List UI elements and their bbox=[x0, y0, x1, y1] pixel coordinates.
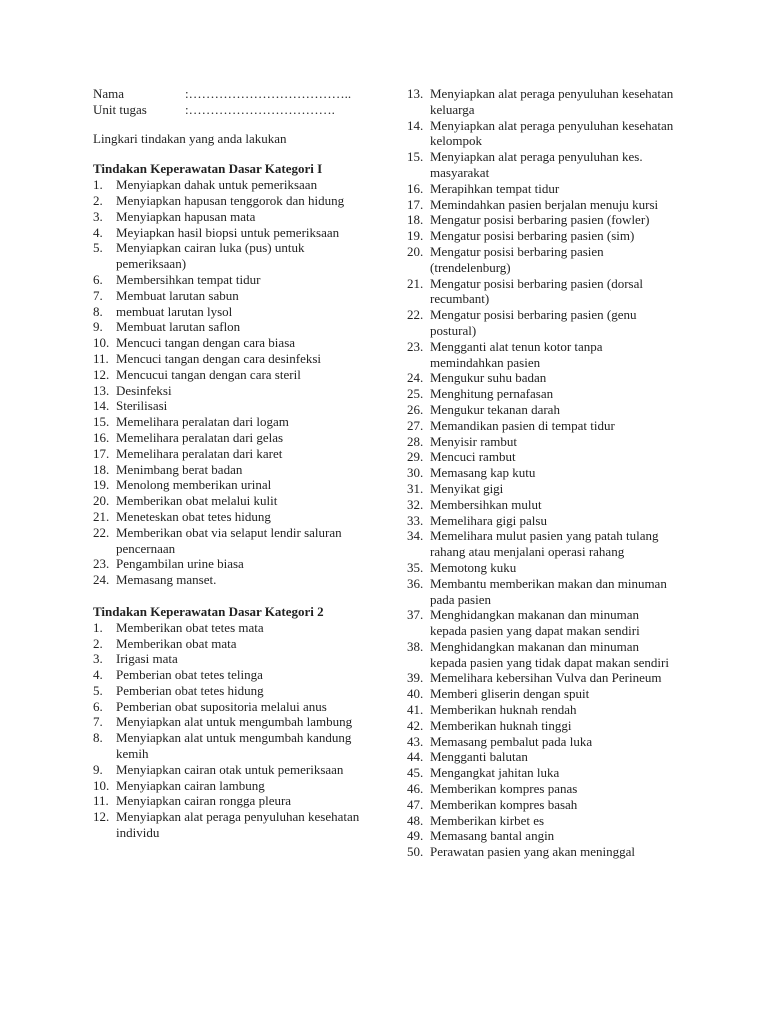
list-item bbox=[407, 449, 677, 465]
list-item bbox=[93, 304, 368, 320]
item-text: Memasang bantal angin bbox=[430, 828, 555, 844]
list-item bbox=[93, 493, 368, 509]
list-item bbox=[407, 181, 677, 197]
item-text: Mengatur posisi berbaring pasien (genu postural) bbox=[430, 307, 637, 338]
item-text: Membantu memberikan makan dan minuman pada pasien bbox=[430, 575, 667, 607]
item-number: 34. bbox=[407, 528, 424, 544]
item-text: Memasang manset. bbox=[116, 572, 217, 588]
list-item bbox=[407, 244, 677, 276]
item-number: 12. bbox=[93, 366, 110, 382]
item-number: 30. bbox=[407, 465, 424, 481]
item-number: 11. bbox=[93, 793, 109, 809]
item-number: 39. bbox=[407, 670, 424, 686]
item-number: 20. bbox=[93, 493, 110, 509]
item-number: 9. bbox=[93, 761, 103, 777]
item-text: Menyiapkan alat untuk mengumbah lambung bbox=[116, 714, 353, 730]
item-text: Menyiapkan alat peraga penyuluhan kes. masyarakat bbox=[430, 149, 643, 180]
list-item bbox=[93, 462, 368, 478]
item-text: Mengatur posisi berbaring pasien (dorsal recumbant) bbox=[430, 275, 644, 307]
left-column bbox=[93, 86, 368, 841]
item-number: 21. bbox=[93, 508, 110, 524]
item-text: Membuat larutan saflon bbox=[116, 319, 241, 335]
item-number: 24. bbox=[407, 370, 424, 386]
item-text: Memberikan obat mata bbox=[116, 635, 237, 651]
item-text: Memelihara kebersihan Vulva dan Perineum bbox=[430, 670, 662, 686]
item-text: Memberikan obat tetes mata bbox=[116, 619, 264, 635]
item-text: Pemberian obat supositoria melalui anus bbox=[116, 698, 327, 714]
list-item bbox=[407, 276, 677, 308]
item-number: 17. bbox=[407, 196, 424, 212]
list-item bbox=[407, 513, 677, 529]
item-text: Memberikan huknah tinggi bbox=[430, 717, 572, 733]
item-number: 31. bbox=[407, 480, 424, 496]
item-text: Meyiapkan hasil biopsi untuk pemeriksaan bbox=[116, 224, 340, 240]
list-item bbox=[93, 572, 368, 588]
item-text: Memberikan kirbet es bbox=[430, 812, 545, 828]
item-text: Mengganti alat tenun kotor tanpa memindahkan pasien bbox=[430, 338, 603, 370]
list-item bbox=[407, 528, 677, 560]
list-item bbox=[407, 402, 677, 418]
item-text: Mengangkat jahitan luka bbox=[430, 765, 560, 781]
list-item bbox=[93, 809, 368, 841]
list-item bbox=[407, 497, 677, 513]
item-number: 7. bbox=[93, 287, 103, 303]
item-number: 14. bbox=[407, 117, 424, 133]
list-item bbox=[407, 86, 677, 118]
item-number: 40. bbox=[407, 686, 424, 702]
item-text: Menolong memberikan urinal bbox=[116, 477, 272, 493]
item-number: 29. bbox=[407, 449, 424, 465]
item-number: 3. bbox=[93, 651, 103, 667]
item-text: Memandikan pasien di tempat tidur bbox=[430, 417, 615, 433]
item-number: 32. bbox=[407, 496, 424, 512]
item-number: 1. bbox=[93, 619, 103, 635]
item-number: 7. bbox=[93, 714, 103, 730]
item-text: Mengatur posisi berbaring pasien (sim) bbox=[430, 228, 635, 244]
item-text: Menyikat gigi bbox=[430, 480, 504, 496]
item-text: Mencuci rambut bbox=[430, 449, 516, 465]
item-text: Menyiapkan dahak untuk pemeriksaan bbox=[116, 177, 318, 193]
category-2-list bbox=[93, 620, 368, 841]
list-item bbox=[93, 367, 368, 383]
right-column bbox=[407, 86, 677, 860]
list-item bbox=[93, 762, 368, 778]
list-item bbox=[407, 639, 677, 671]
list-item bbox=[407, 749, 677, 765]
list-item bbox=[407, 813, 677, 829]
item-text: Menyiapkan alat peraga penyuluhan kesehatan individu bbox=[116, 809, 360, 841]
item-number: 36. bbox=[407, 575, 424, 591]
item-text: Menyiapkan alat peraga penyuluhan kesehatan keluarga bbox=[430, 86, 674, 117]
item-number: 14. bbox=[93, 398, 110, 414]
list-item bbox=[93, 477, 368, 493]
item-text: Memelihara peralatan dari gelas bbox=[116, 429, 284, 445]
list-item bbox=[93, 193, 368, 209]
item-text: Memelihara peralatan dari karet bbox=[116, 445, 283, 461]
list-item bbox=[407, 339, 677, 371]
list-item bbox=[93, 177, 368, 193]
item-number: 2. bbox=[93, 635, 103, 651]
item-text: Menyiapkan hapusan tenggorok dan hidung bbox=[116, 192, 345, 208]
list-item bbox=[93, 209, 368, 225]
list-item bbox=[93, 446, 368, 462]
item-text: Perawatan pasien yang akan meninggal bbox=[430, 844, 636, 860]
item-text: Membersihkan tempat tidur bbox=[116, 271, 261, 287]
item-number: 6. bbox=[93, 698, 103, 714]
item-number: 38. bbox=[407, 638, 424, 654]
item-text: Memberi gliserin dengan spuit bbox=[430, 686, 590, 702]
list-item bbox=[407, 781, 677, 797]
list-item bbox=[407, 670, 677, 686]
list-item bbox=[407, 118, 677, 150]
category-1-list bbox=[93, 177, 368, 588]
list-item bbox=[93, 319, 368, 335]
item-text: membuat larutan lysol bbox=[116, 303, 233, 319]
item-number: 20. bbox=[407, 243, 424, 259]
list-item bbox=[407, 386, 677, 402]
item-text: Meneteskan obat tetes hidung bbox=[116, 508, 271, 524]
item-text: Menyiapkan cairan otak untuk pemeriksaan bbox=[116, 761, 344, 777]
item-number: 19. bbox=[93, 477, 110, 493]
item-number: 5. bbox=[93, 682, 103, 698]
item-text: Mencuci tangan dengan cara desinfeksi bbox=[116, 350, 322, 366]
item-text: Menghidangkan makanan dan minuman kepada pasien yang dapat makan sendiri bbox=[430, 607, 640, 639]
list-item bbox=[93, 272, 368, 288]
item-number: 45. bbox=[407, 765, 424, 781]
name-label: Nama bbox=[93, 86, 125, 101]
list-item bbox=[407, 481, 677, 497]
item-text: Mengukur tekanan darah bbox=[430, 401, 560, 417]
list-item bbox=[407, 465, 677, 481]
list-item bbox=[93, 667, 368, 683]
item-text: Memelihara gigi palsu bbox=[430, 512, 547, 528]
item-text: Menghitung pernafasan bbox=[430, 386, 554, 402]
list-item bbox=[93, 335, 368, 351]
category-2-list-continued bbox=[407, 86, 677, 860]
list-item bbox=[93, 430, 368, 446]
list-item bbox=[407, 212, 677, 228]
instruction-text: Lingkari tindakan yang anda lakukan bbox=[93, 130, 287, 146]
list-item bbox=[93, 556, 368, 572]
list-item bbox=[407, 434, 677, 450]
item-text: Pemberian obat tetes telinga bbox=[116, 667, 263, 683]
unit-blank: :……………………………. bbox=[185, 101, 335, 117]
item-text: Menyiapkan alat untuk mengumbah kandung kemih bbox=[116, 730, 352, 762]
list-item bbox=[407, 307, 677, 339]
category-1-heading: Tindakan Keperawatan Dasar Kategori I bbox=[93, 161, 323, 177]
item-text: Mengatur posisi berbaring pasien (trendelenburg) bbox=[430, 243, 604, 275]
item-text: Memberikan huknah rendah bbox=[430, 702, 577, 718]
list-item bbox=[407, 828, 677, 844]
item-number: 49. bbox=[407, 828, 424, 844]
item-text: Mengganti balutan bbox=[430, 749, 528, 765]
item-text: Menyiapkan hapusan mata bbox=[116, 208, 256, 224]
item-number: 21. bbox=[407, 275, 424, 291]
item-number: 43. bbox=[407, 733, 424, 749]
name-blank: :……………………………….. bbox=[185, 86, 352, 101]
item-number: 9. bbox=[93, 319, 103, 335]
list-item bbox=[407, 686, 677, 702]
list-item bbox=[93, 351, 368, 367]
item-number: 8. bbox=[93, 730, 103, 746]
item-text: Menyiapkan cairan luka (pus) untuk pemeriksaan) bbox=[116, 240, 305, 272]
item-text: Memberikan obat via selaput lendir saluran pencernaan bbox=[116, 524, 342, 556]
item-number: 37. bbox=[407, 607, 424, 623]
category-2-heading: Tindakan Keperawatan Dasar Kategori 2 bbox=[93, 603, 324, 619]
item-number: 27. bbox=[407, 417, 424, 433]
list-item bbox=[407, 560, 677, 576]
item-number: 22. bbox=[407, 307, 424, 323]
item-number: 13. bbox=[93, 382, 110, 398]
item-number: 23. bbox=[407, 338, 424, 354]
item-text: Memotong kuku bbox=[430, 559, 517, 575]
list-item bbox=[93, 240, 368, 272]
item-number: 26. bbox=[407, 401, 424, 417]
item-text: Pengambilan urine biasa bbox=[116, 556, 244, 572]
list-item bbox=[407, 718, 677, 734]
item-number: 10. bbox=[93, 335, 110, 351]
item-number: 3. bbox=[93, 208, 103, 224]
unit-label: Unit tugas bbox=[93, 101, 147, 117]
list-item bbox=[407, 228, 677, 244]
item-text: Menyiapkan cairan rongga pleura bbox=[116, 793, 292, 809]
item-number: 41. bbox=[407, 702, 424, 718]
item-text: Membuat larutan sabun bbox=[116, 287, 239, 303]
item-text: Memberikan kompres basah bbox=[430, 796, 578, 812]
item-text: Sterilisasi bbox=[116, 398, 168, 414]
item-number: 25. bbox=[407, 386, 424, 402]
item-text: Mengatur posisi berbaring pasien (fowler) bbox=[430, 212, 650, 228]
list-item bbox=[407, 765, 677, 781]
item-number: 5. bbox=[93, 240, 103, 256]
item-text: Memelihara peralatan dari logam bbox=[116, 414, 289, 430]
list-item bbox=[93, 683, 368, 699]
list-item bbox=[93, 383, 368, 399]
item-text: Mengukur suhu badan bbox=[430, 370, 547, 386]
item-number: 47. bbox=[407, 796, 424, 812]
list-item bbox=[93, 730, 368, 762]
item-number: 24. bbox=[93, 572, 110, 588]
list-item bbox=[93, 699, 368, 715]
item-number: 48. bbox=[407, 812, 424, 828]
item-number: 8. bbox=[93, 303, 103, 319]
item-text: Mencucui tangan dengan cara steril bbox=[116, 366, 301, 382]
item-text: Memberikan obat melalui kulit bbox=[116, 493, 278, 509]
item-number: 16. bbox=[93, 429, 110, 445]
item-number: 13. bbox=[407, 86, 424, 101]
name-field bbox=[93, 86, 368, 102]
list-item bbox=[407, 734, 677, 750]
unit-field bbox=[93, 102, 368, 118]
item-number: 4. bbox=[93, 667, 103, 683]
list-item bbox=[93, 525, 368, 557]
item-number: 15. bbox=[407, 149, 424, 165]
list-item bbox=[93, 636, 368, 652]
item-number: 50. bbox=[407, 844, 424, 860]
item-number: 15. bbox=[93, 414, 110, 430]
item-text: Menyiapkan alat peraga penyuluhan kesehatan kelompok bbox=[430, 117, 674, 149]
item-number: 19. bbox=[407, 228, 424, 244]
item-number: 18. bbox=[407, 212, 424, 228]
item-number: 18. bbox=[93, 461, 110, 477]
item-text: Mencuci tangan dengan cara biasa bbox=[116, 335, 296, 351]
item-number: 11. bbox=[93, 350, 109, 366]
item-number: 22. bbox=[93, 524, 110, 540]
item-number: 2. bbox=[93, 192, 103, 208]
list-item bbox=[407, 149, 677, 181]
item-number: 42. bbox=[407, 717, 424, 733]
item-text: Memasang kap kutu bbox=[430, 465, 536, 481]
list-item bbox=[407, 576, 677, 608]
item-text: Pemberian obat tetes hidung bbox=[116, 682, 264, 698]
item-number: 23. bbox=[93, 556, 110, 572]
list-item bbox=[93, 651, 368, 667]
item-text: Irigasi mata bbox=[116, 651, 178, 667]
item-number: 10. bbox=[93, 777, 110, 793]
item-number: 44. bbox=[407, 749, 424, 765]
list-item bbox=[93, 414, 368, 430]
item-number: 12. bbox=[93, 809, 110, 825]
list-item bbox=[407, 197, 677, 213]
list-item bbox=[407, 370, 677, 386]
list-item bbox=[407, 797, 677, 813]
list-item bbox=[407, 844, 677, 860]
item-text: Merapihkan tempat tidur bbox=[430, 180, 560, 196]
list-item bbox=[407, 418, 677, 434]
item-text: Memberikan kompres panas bbox=[430, 781, 578, 797]
list-item bbox=[93, 620, 368, 636]
item-number: 35. bbox=[407, 559, 424, 575]
list-item bbox=[93, 398, 368, 414]
list-item bbox=[93, 778, 368, 794]
item-number: 4. bbox=[93, 224, 103, 240]
item-number: 46. bbox=[407, 781, 424, 797]
item-number: 16. bbox=[407, 180, 424, 196]
item-text: Menyiapkan cairan lambung bbox=[116, 777, 265, 793]
item-text: Memelihara mulut pasien yang patah tulang rahang atau menjalani operasi rahang bbox=[430, 528, 659, 560]
item-text: Memasang pembalut pada luka bbox=[430, 733, 593, 749]
item-number: 1. bbox=[93, 177, 103, 193]
list-item bbox=[93, 714, 368, 730]
list-item bbox=[93, 225, 368, 241]
item-text: Membersihkan mulut bbox=[430, 496, 542, 512]
item-number: 6. bbox=[93, 271, 103, 287]
item-text: Memindahkan pasien berjalan menuju kursi bbox=[430, 196, 659, 212]
list-item bbox=[93, 509, 368, 525]
item-number: 33. bbox=[407, 512, 424, 528]
item-text: Menghidangkan makanan dan minuman kepada pasien yang tidak dapat makan sendiri bbox=[430, 638, 669, 670]
list-item bbox=[407, 607, 677, 639]
item-text: Menimbang berat badan bbox=[116, 461, 243, 477]
item-text: Desinfeksi bbox=[116, 382, 172, 398]
list-item bbox=[407, 702, 677, 718]
list-item bbox=[93, 793, 368, 809]
item-number: 28. bbox=[407, 433, 424, 449]
item-number: 17. bbox=[93, 445, 110, 461]
list-item bbox=[93, 288, 368, 304]
item-text: Menyisir rambut bbox=[430, 433, 518, 449]
